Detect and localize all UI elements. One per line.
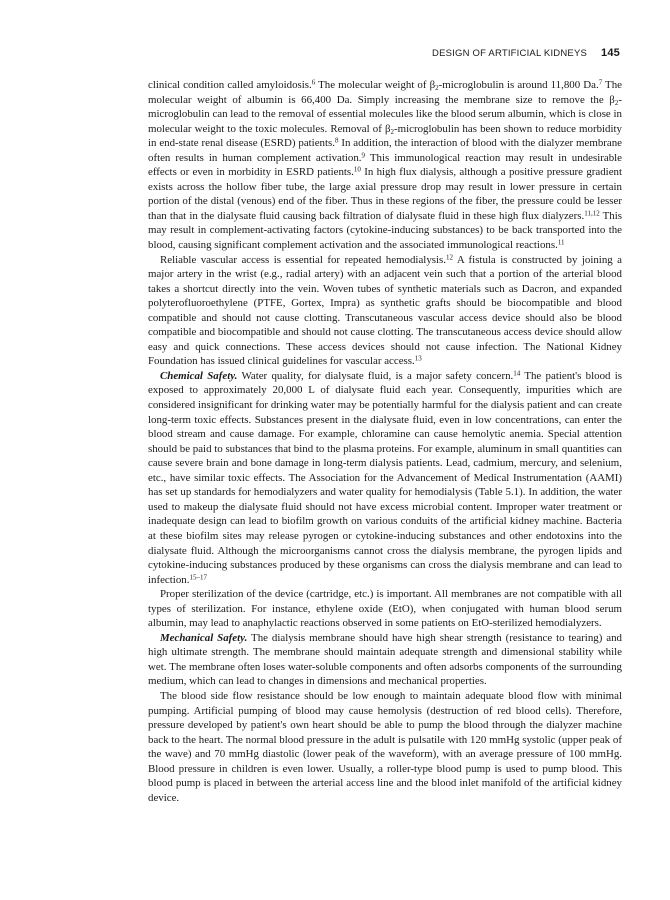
running-header xyxy=(148,47,620,59)
text-run: In high flux dialysis, although a positive pressure gradient exists across the hollow fiber tube, the large axial pressure drop may result in lower pressure in certain portion of the distal (venous) end of the fiber. Thus in these regions of the fiber, the pressure could be lesser than that in the dialysate fluid causing back filtration of dialysate fluid in these high flux dialyzers. xyxy=(148,166,623,222)
text-run: This may result in complement-activating factors (cytokine-inducing substances) to be back transported into the blood, causing significant complement activation and the associated immunological reactions. xyxy=(148,209,622,252)
section-subheading: Chemical Safety. xyxy=(160,369,238,382)
citation-superscript: 15–17 xyxy=(189,573,207,582)
paragraph xyxy=(148,253,622,369)
text-run: Proper sterilization of the device (cartridge, etc.) is important. All membranes are not compatible with all types of sterilization. For instance, ethylene oxide (EtO), when conjugated with human blood serum albumin, may lead to anaphylactic reactions observed in some patients on EtO-sterilized hemodialyzers. xyxy=(148,588,622,630)
text-run: -microglobulin is around 11,800 Da. xyxy=(438,79,599,91)
paragraph xyxy=(148,631,622,689)
citation-superscript: 13 xyxy=(414,354,422,363)
citation-superscript: 10 xyxy=(353,165,361,174)
text-run: The blood side flow resistance should be low enough to maintain adequate blood flow with minimal pumping. Artificial pumping of blood may cause hemolysis (destruction of red blood cells). Therefore, pressure developed by patient's own heart should be able to pump the blood through the dialyzer machine back to the heart. The normal blood pressure in the adult is pulsatile with 120 mmHg systolic (upper peak of the wave) and 70 mmHg diastolic (lower peak of the waveform), with an average pressure of 100 mmHg. Blood pressure in children is even lower. Usually, a roller-type blood pump is used to pump blood. This blood pump is placed in between the arterial access line and the blood inlet manifold of the artificial kidney device. xyxy=(148,689,622,804)
citation-superscript: 9 xyxy=(361,151,366,160)
text-run: The molecular weight of albumin is 66,400 Da. Simply increasing the membrane size to remove the β xyxy=(148,79,622,106)
text-run: In addition, the interaction of blood with the dialyzer membrane often results in human complement activation. xyxy=(148,137,623,164)
text-run: clinical condition called amyloidosis. xyxy=(148,79,312,91)
text-run: -microglobulin can lead to the removal of essential molecules like the blood serum albumin, which is close in molecular weight to the toxic molecules. Removal of β xyxy=(148,93,622,135)
paragraph xyxy=(148,78,622,253)
text-run: Reliable vascular access is essential for repeated hemodialysis. xyxy=(160,253,446,266)
subscript: 2 xyxy=(614,98,619,107)
paragraph xyxy=(148,689,622,805)
text-run: A fistula is constructed by joining a major artery in the wrist (e.g., radial artery) with an adjacent vein such that a portion of the arterial blood takes a shortcut directly into the vein. Woven tubes of synthetic materials such as Dacron, and expanded polyterofluoroethylene (PTFE, Gortex, Impra) as synthetic grafts should be biocompatible and blood compatible and should not cause clotting. Transcutaneous vascular access device should also be blood compatible and biocompatible and should not cause clotting. The transcutaneous access device should allow easy and quick connections. These access devices should not cause infection. The National Kidney Foundation has issued clinical guidelines for vascular access. xyxy=(148,253,622,368)
citation-superscript: 11 xyxy=(557,238,565,247)
citation-superscript: 11,12 xyxy=(584,209,600,218)
text-run: The patient's blood is exposed to approximately 20,000 L of dialysate fluid each year. Consequently, impurities which are considered insignificant for drinking water may be potentially harmful for the dialysis patient and can create long-term toxic effects. Substances present in the dialysate fluid, even in low concentrations, can enter the blood stream and cause damage. For example, chloramine can cause hemolytic anemia. Special attention should be paid to substances that bind to the plasma proteins. For example, aluminum in small quantities can cause severe brain and bone damage in long-term dialysis patients. Lead, cadmium, mercury, and selenium, etc., have similar toxic effects. The Association for the Advancement of Medical Instrumentation (AAMI) has set up standards for hemodialyzers and water quality for hemodialysis (Table 5.1). In addition, the water used to makeup the dialysate fluid should not have excess microbial content. Improper water treatment or inadequate design can lead to biofilm growth on various conduits of the artificial kidney machine. Bacteria at these biofilm sites may release pyrogen or cytokine-inducing substances and other endotoxins into the dialysate fluid. Although the microorganisms cannot cross the dialysis membrane, the pyrogen lipids and cytokine-inducing substances produced by these organisms can cross the dialysis membrane and can lead to infection. xyxy=(148,369,622,586)
subscript: 2 xyxy=(435,84,439,92)
citation-superscript: 7 xyxy=(598,78,603,87)
text-run: Water quality, for dialysate fluid, is a major safety concern. xyxy=(237,369,514,382)
citation-superscript: 14 xyxy=(513,369,521,378)
text-run: -microglobulin has been shown to reduce morbidity in end-state renal disease (ESRD) patients. xyxy=(148,122,622,150)
page-number: 145 xyxy=(601,47,620,59)
text-run: The dialysis membrane should have high shear strength (resistance to tearing) and high ultimate strength. The membrane should maintain adequate strength and dimensional stability while wet. The membrane often loses water-soluble components and often adsorbs components of the surrounding medium, which can lead to changes in dimensions and mechanical properties. xyxy=(148,631,623,688)
citation-superscript: 12 xyxy=(446,253,453,262)
citation-superscript: 8 xyxy=(334,136,339,145)
text-run: The molecular weight of β xyxy=(315,79,436,91)
text-run: This immunological reaction may result in undesirable effects or even in morbidity in ESRD patients. xyxy=(148,151,623,179)
section-subheading: Mechanical Safety. xyxy=(160,631,248,644)
body-text xyxy=(148,78,622,805)
paragraph xyxy=(148,369,622,587)
subscript: 2 xyxy=(390,127,394,136)
paragraph xyxy=(148,587,622,631)
running-title: DESIGN OF ARTIFICIAL KIDNEYS xyxy=(432,48,588,59)
citation-superscript: 6 xyxy=(311,78,316,87)
